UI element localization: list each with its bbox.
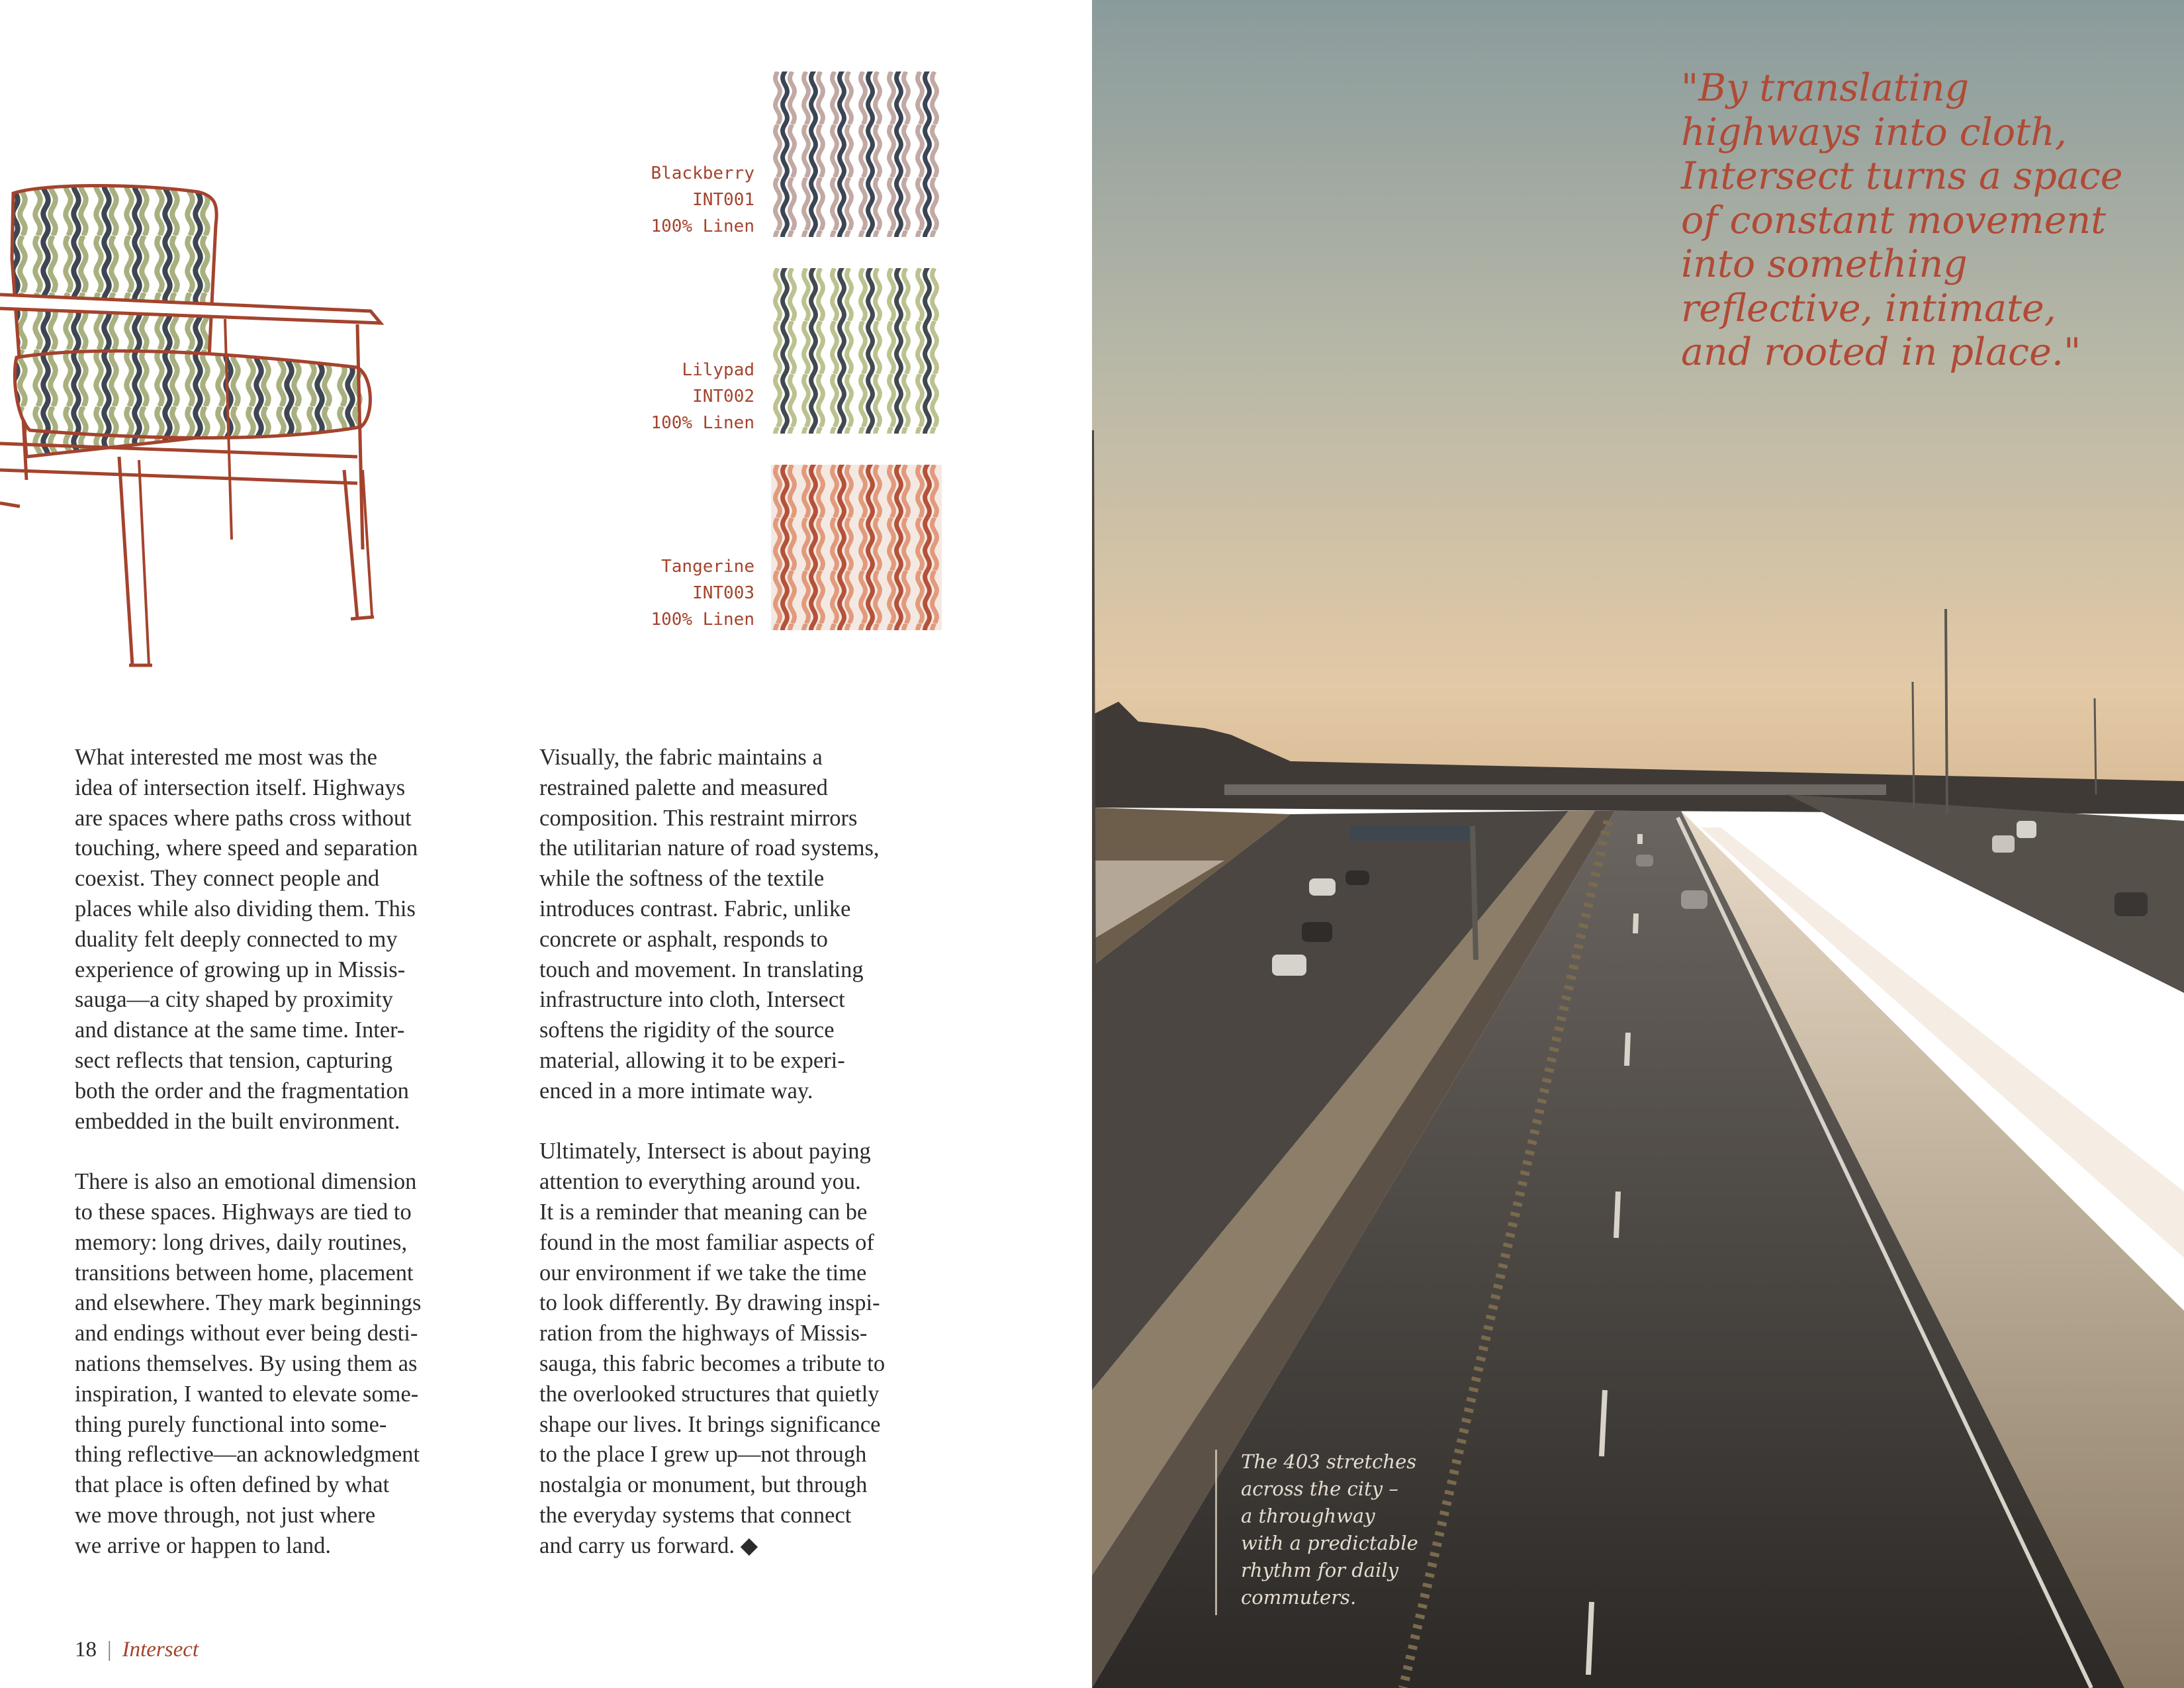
paragraph: There is also an emotional dimension to these spaces. Highways are tied to memory: long drives, daily routines, transitions between home, placement and elsewhere. They mark beginnings and endings without ever being desti- nations themselves. By using them as inspiration, I wanted to elevate some- thing purely functional into some- thing reflective—an acknowledgment that place is often defined by what we move through, not just where we arrive or happen to land. bbox=[75, 1169, 422, 1558]
photo-caption: The 403 stretches across the city – a throughway with a predictable rhythm for daily commuters. bbox=[1241, 1450, 1418, 1609]
paragraph: Visually, the fabric maintains a restrained palette and measured composition. This restraint mirrors the utilitarian nature of road systems, while the softness of the textile introduces contrast. Fabric, unlike concrete or asphalt, responds to touch and movement. In translating infrastructure into cloth, Intersect softens the rigidity of the source material, allowing it to be experi- enced in a more intimate way. bbox=[539, 745, 880, 1103]
swatch-label bbox=[556, 553, 754, 633]
fabric-swatch-lilypad bbox=[771, 268, 942, 434]
article-column-1 bbox=[75, 743, 512, 1591]
swatch-name: Lilypad bbox=[682, 360, 754, 380]
swatch-code: INT001 bbox=[692, 190, 754, 210]
swatch-label bbox=[556, 357, 754, 436]
paragraph: Ultimately, Intersect is about paying attention to everything around you. It is a reminder that meaning can be found in the most familiar aspects of our environment if we take the time to look differently. By drawing inspi- ration from the highways of Missis- sauga, this fabric becomes a tribute to the overlooked structures that quietly shape our lives. It brings significance to the place I grew up—not through nostalgia or monument, but through the everyday systems that connect and carry us forward. ◆ bbox=[539, 1139, 886, 1558]
swatch-material: 100% Linen bbox=[651, 413, 754, 433]
article-column-2 bbox=[539, 743, 976, 1591]
armchair-illustration bbox=[0, 179, 397, 669]
pull-quote: "By translating highways into cloth, Intersect turns a space of constant movement into something reflective, intimate, and rooted in place." bbox=[1681, 66, 2123, 374]
swatch-material: 100% Linen bbox=[651, 216, 754, 236]
swatch-name: Blackberry bbox=[651, 164, 754, 183]
fabric-swatch-blackberry bbox=[771, 71, 942, 237]
paragraph: What interested me most was the idea of intersection itself. Highways are spaces where paths cross without touching, where speed and separation coexist. They connect people and places while also dividing them. This duality felt deeply connected to my experience of growing up in Missis- sauga—a city shaped by proximity and distance at the same time. Inter- sect reflects that tension, capturing both the order and the fragmentation embedded in the built environment. bbox=[75, 745, 418, 1134]
swatch-code: INT002 bbox=[692, 387, 754, 406]
right-page bbox=[1092, 0, 2184, 1688]
swatch-name: Tangerine bbox=[661, 557, 754, 577]
publication-title: Intersect bbox=[122, 1638, 199, 1662]
swatch-label bbox=[556, 160, 754, 240]
fabric-swatch-tangerine bbox=[771, 465, 942, 630]
swatch-lilypad bbox=[635, 268, 966, 434]
caption-rule bbox=[1215, 1450, 1217, 1615]
swatch-tangerine bbox=[635, 465, 966, 630]
swatch-material: 100% Linen bbox=[651, 610, 754, 630]
page-number: 18 bbox=[75, 1638, 97, 1662]
folio-separator: | bbox=[107, 1638, 112, 1662]
swatch-code: INT003 bbox=[692, 583, 754, 603]
swatch-blackberry bbox=[635, 71, 966, 237]
page-folio bbox=[75, 1638, 199, 1662]
